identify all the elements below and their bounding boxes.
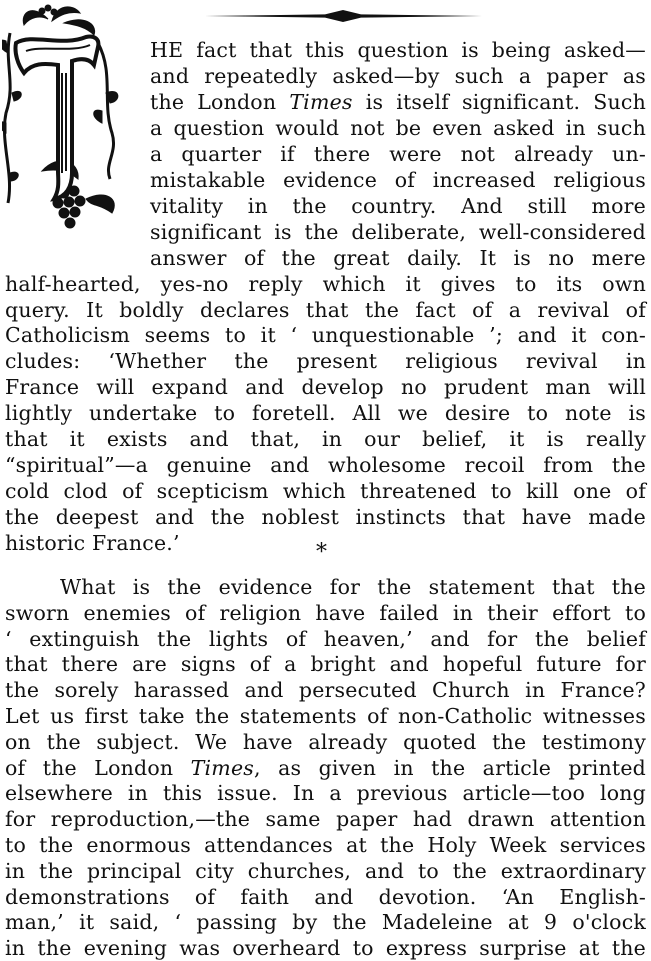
text-line: cludes: ‘Whether the present religious revival in [5, 349, 646, 374]
text-line: a quarter if there were not already un- [150, 141, 646, 166]
text-line: for reproduction,—the same paper had drawn attention [5, 807, 646, 832]
text-line: Let us first take the statements of non-Catholic witnesses [5, 704, 646, 728]
text-line: historic France.’ [5, 531, 180, 556]
ornamental-rule [205, 9, 482, 23]
text-line: query. It boldly declares that the fact of a revival of [5, 297, 646, 322]
text-line: in the principal city churches, and to the extraordinary [5, 858, 646, 883]
text-line: half-hearted, yes-no reply which it gives to its own [5, 271, 646, 296]
text-line: sworn enemies of religion have failed in their effort to [5, 600, 646, 625]
text-line: answer of the great daily. It is no mere [150, 245, 646, 270]
decorated-initial-ornament [2, 3, 120, 235]
text-line: and repeatedly asked—by such a paper as [150, 63, 646, 88]
text-line: that there are signs of a bright and hopeful future for [5, 652, 646, 677]
text-line: demonstrations of faith and devotion. ‘An English- [5, 884, 646, 909]
text-line: “spiritual”—a genuine and wholesome recoil from the [5, 453, 646, 478]
text-line: to the enormous attendances at the Holy Week services [5, 833, 646, 857]
text-line: What is the evidence for the statement that the [60, 575, 646, 599]
text-line: of the London Times, as given in the article printed [5, 755, 647, 780]
text-line: ‘ extinguish the lights of heaven,’ and for the belief [5, 626, 646, 651]
text-line: Catholicism seems to it ‘ unquestionable ’; and it con- [5, 323, 646, 348]
text-line: significant is the deliberate, well-considered [150, 219, 646, 244]
text-line: the sorely harassed and persecuted Church in France? [5, 678, 646, 703]
text-line: on the subject. We have already quoted the testimony [5, 729, 646, 754]
text-line: man,’ it said, ‘ passing by the Madeleine at 9 o'clock [5, 910, 646, 935]
text-line: the deepest and the noblest instincts that have made [5, 505, 646, 530]
text-line: lightly undertake to foretell. All we desire to note is [5, 401, 646, 426]
text-line: cold clod of scepticism which threatened to kill one of [5, 479, 646, 504]
text-line: that it exists and that, in our belief, it is really [5, 427, 646, 452]
text-line: vitality in the country. And still more [150, 193, 646, 218]
text-line: in the evening was overheard to express surprise at the [5, 936, 646, 961]
section-separator: * [316, 540, 327, 565]
text-line: a question would not be even asked in such [150, 115, 646, 140]
text-line: mistakable evidence of increased religious [150, 167, 646, 192]
text-line: HE fact that this question is being asked— [150, 38, 646, 62]
text-line: the London Times is itself significant. Such [150, 89, 646, 114]
text-line: elsewhere in this issue. In a previous article—too long [5, 781, 646, 806]
text-line: France will expand and develop no prudent man will [5, 375, 646, 400]
